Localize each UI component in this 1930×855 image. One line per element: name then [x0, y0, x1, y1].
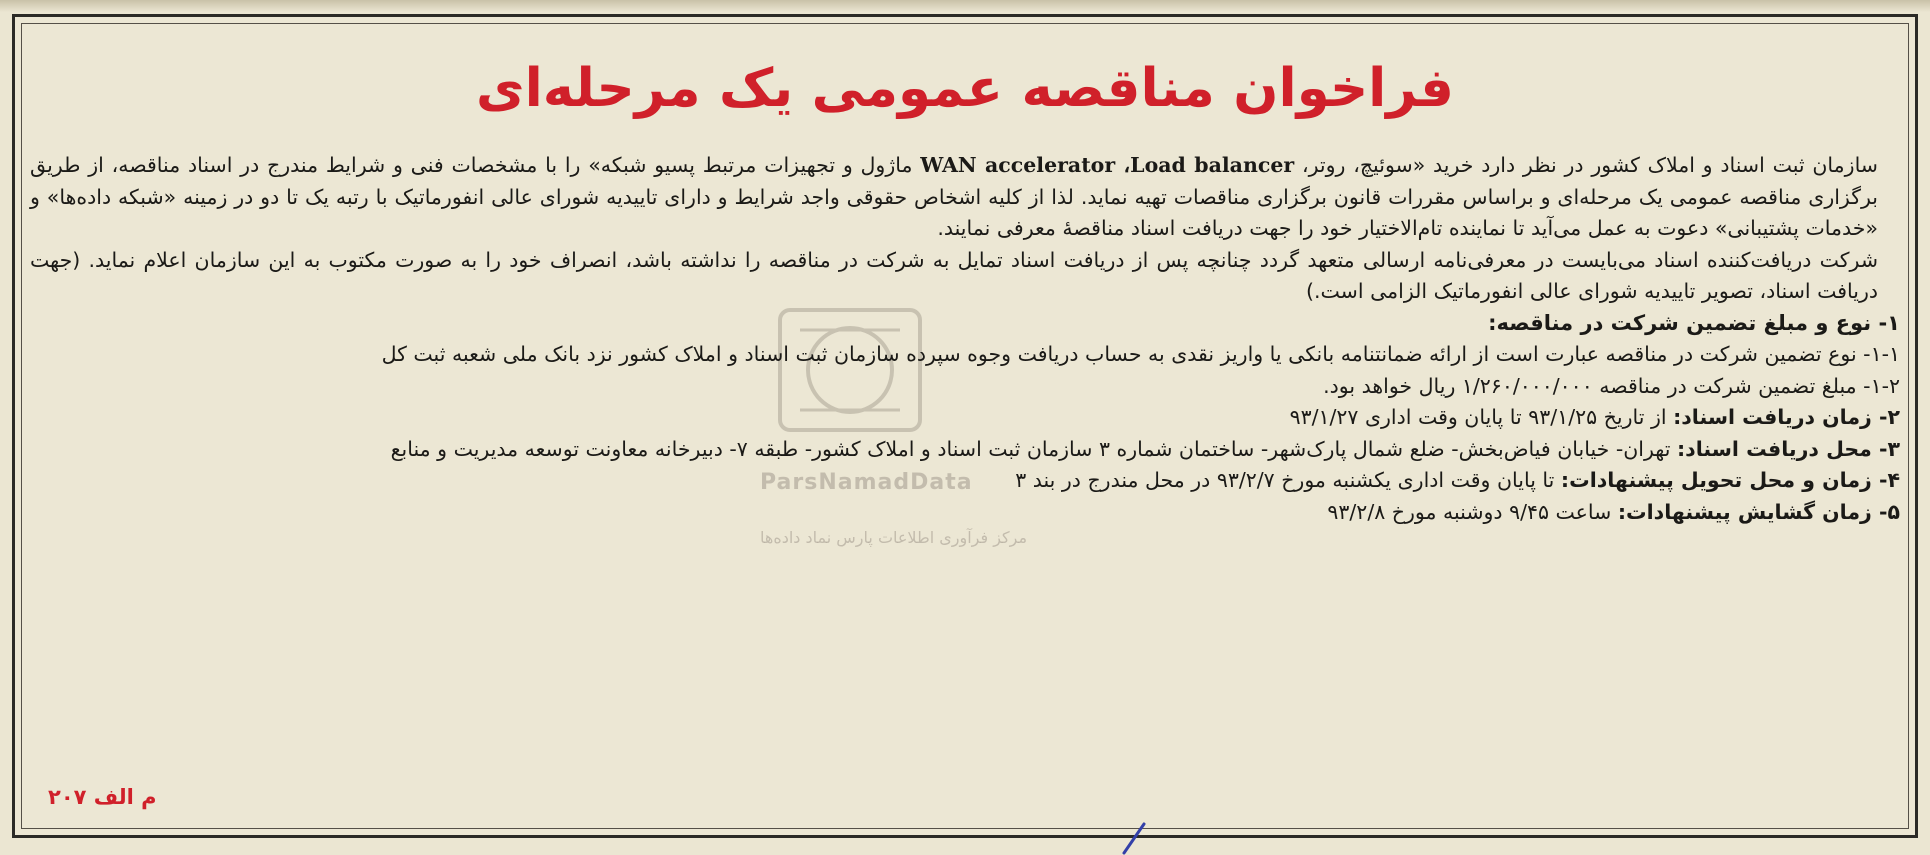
section-5 — [30, 497, 1900, 529]
section-3-value: تهران- خیابان فیاض‌بخش- ضلع شمال پارک‌شهر- ساختمان شماره ۳ سازمان ثبت اسناد و املاک کشور- طبقه ۷- دبیرخانه معاونت توسعه مدیریت و منابع — [390, 436, 1677, 461]
section-1-1: ۱-۱- نوع تضمین شرکت در مناقصه عبارت است از ارائه ضمانتنامه بانکی یا واریز نقدی به حساب دریافت وجوه سپرده سازمان ثبت اسناد و املاک کشور نزد بانک ملی شعبه ثبت کل — [381, 342, 1900, 366]
section-5-value: ساعت ۹/۴۵ دوشنبه مورخ ۹۳/۲/۸ — [1327, 499, 1618, 524]
section-3 — [30, 434, 1900, 466]
section-1-2: ۱-۲- مبلغ تضمین شرکت در مناقصه ۱/۲۶۰/۰۰۰/۰۰۰ ریال خواهد بود. — [1323, 373, 1900, 398]
section-2-label: ۲- زمان دریافت اسناد: — [1673, 405, 1900, 429]
watermark-caption: مرکز فرآوری اطلاعات پارس نماد داده‌ها — [760, 528, 1028, 547]
notice-title: فراخوان مناقصه عمومی یک مرحله‌ای — [476, 58, 1454, 119]
section-5-label: ۵- زمان گشایش پیشنهادات: — [1617, 499, 1900, 524]
section-2 — [30, 402, 1900, 434]
intro-latin-terms: WAN accelerator ،Load balancer — [920, 153, 1295, 177]
section-2-value: از تاریخ ۹۳/۱/۲۵ تا پایان وقت اداری ۹۳/۱/۲۷ — [1289, 405, 1674, 429]
watermark-brand: ParsNamadData — [760, 470, 973, 495]
notice-code: م الف ۲۰۷ — [48, 785, 157, 809]
withdrawal-paragraph: شرکت دریافت‌کننده اسناد می‌بایست در معرفی‌نامه ارسالی متعهد گردد چنانچه پس از دریافت اسناد تمایل به شرکت در مناقصه را نداشته باشد، انصراف خود را به صورت مکتوب به این سازمان اعلام نماید. (جهت دریافت اسناد، تصویر تاییدیه شورای عالی انفورماتیک الزامی است.) — [30, 247, 1878, 303]
intro-part-b: ماژول و تجهیزات مرتبط پسیو شبکه» را با مشخصات فنی و شرایط مندرج در اسناد مناقصه، از طریق برگزاری مناقصه عمومی یک مرحله‌ای و براساس مقررات قانون برگزاری مناقصات تهیه نماید. لذا از کلیه اشخاص حقوقی واجد شرایط و دارای تاییدیه شورای عالی انفورماتیک با رتبه یک تا دو در زمینه «شبکه داده‌ها» و «خدمات پشتیبانی» دعوت به عمل می‌آید تا نماینده تام‌الاختیار خود را جهت دریافت اسناد مناقصهٔ معرفی نمایند. — [30, 153, 1878, 240]
intro-paragraph — [30, 150, 1900, 245]
pen-stroke-icon — [1120, 820, 1148, 855]
section-1-heading: ۱- نوع و مبلغ تضمین شرکت در مناقصه: — [1488, 310, 1900, 335]
notice-body — [30, 150, 1900, 528]
section-4-value: تا پایان وقت اداری یکشنبه مورخ ۹۳/۲/۷ در محل مندرج در بند ۳ — [1015, 468, 1561, 492]
section-4-label: ۴- زمان و محل تحویل پیشنهادات: — [1560, 468, 1900, 492]
bleed-through-strip — [0, 0, 1930, 12]
section-3-label: ۳- محل دریافت اسناد: — [1676, 436, 1900, 461]
section-4 — [30, 465, 1900, 497]
intro-part-a: سازمان ثبت اسناد و املاک کشور در نظر دارد خرید «سوئیچ، روتر، — [1294, 153, 1878, 177]
